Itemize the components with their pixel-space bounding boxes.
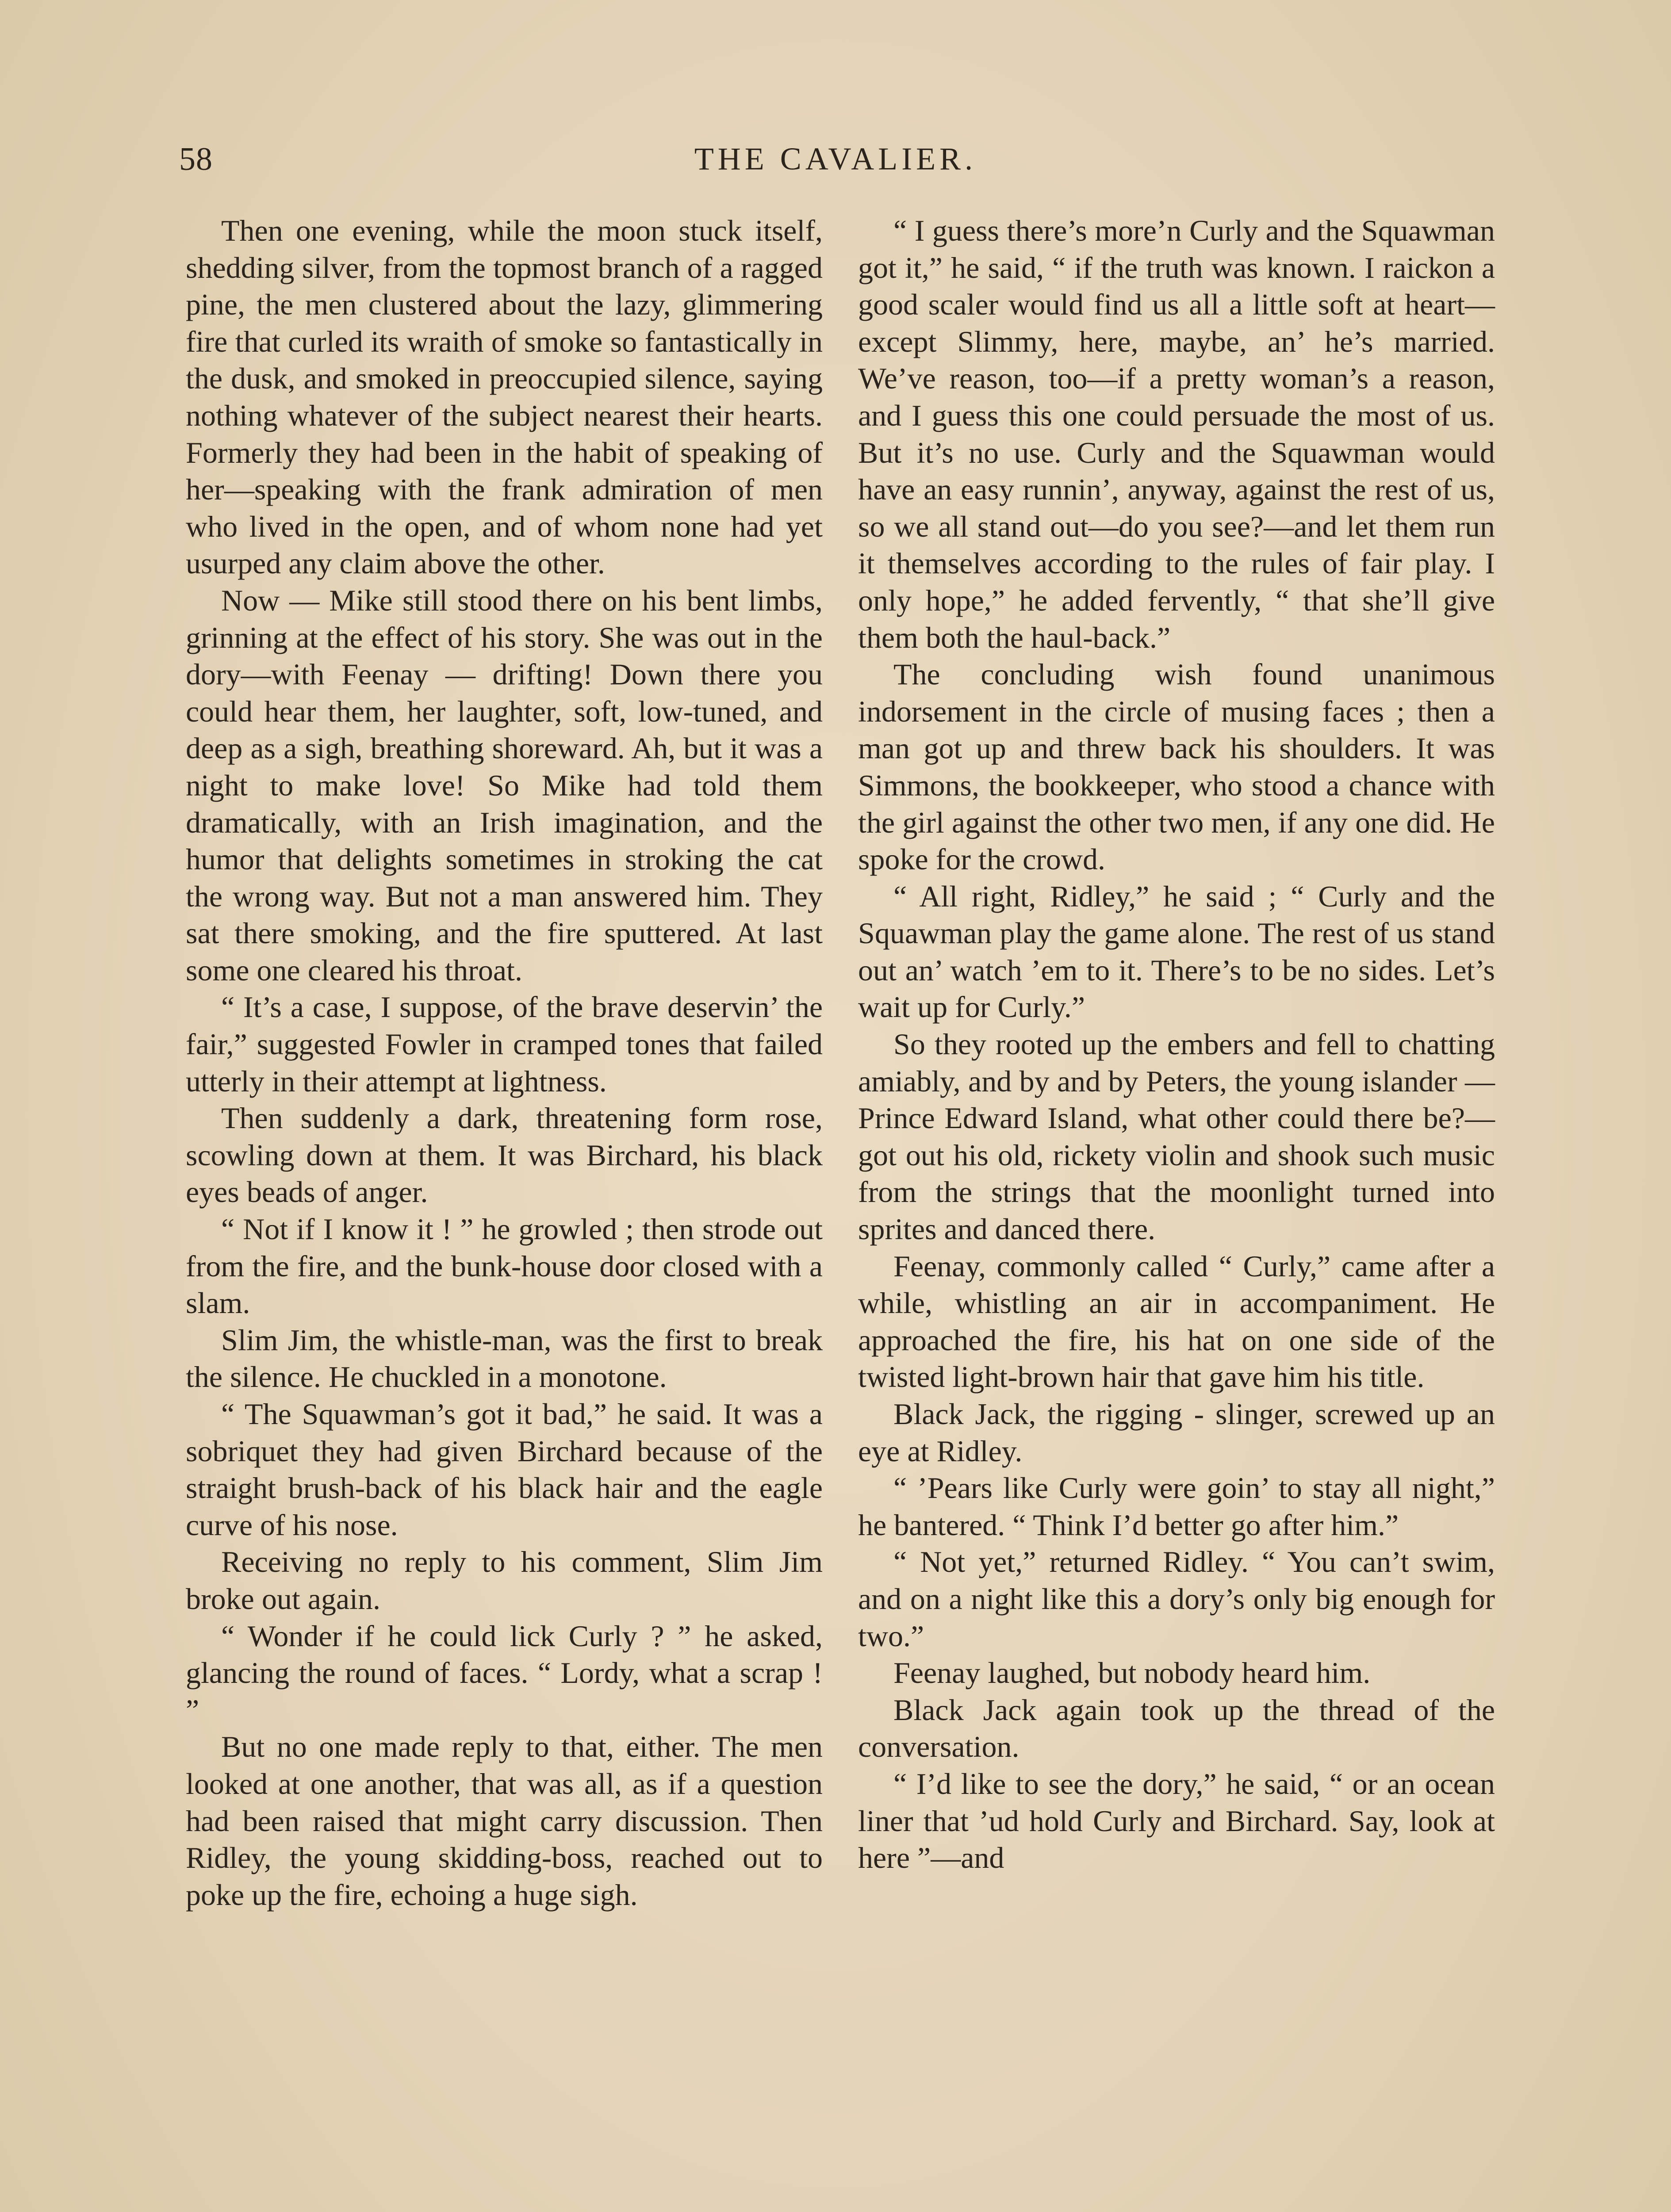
paragraph: “ The Squawman’s got it bad,” he said. It was a sobriquet they had given Birchard because of the straight brush-back of his black hair and the eagle curve of his nose. (186, 1397, 823, 1542)
paragraph: Black Jack, the rigging - slinger, screwed up an eye at Ridley. (858, 1397, 1495, 1468)
paragraph: “ Wonder if he could lick Curly ? ” he asked, glancing the round of faces. “ Lordy, what a scrap ! ” (186, 1619, 823, 1727)
paragraph: Then one evening, while the moon stuck itself, shedding silver, from the topmost branch of a ragged pine, the men clustered about the lazy, glimmering fire that curled its wraith of smoke so fantastically in the dusk, and smoked in preoccupied silence, saying nothing whatever of the subject nearest their hearts. Formerly they had been in the habit of speaking of her—speaking with the frank admiration of men who lived in the open, and of whom none had yet usurped any claim above the other. (186, 214, 823, 580)
paragraph: “ Not yet,” returned Ridley. “ You can’t swim, and on a night like this a dory’s only big enough for two.” (858, 1545, 1495, 1653)
paragraph: Then suddenly a dark, threatening form rose, scowling down at them. It was Birchard, his black eyes beads of anger. (186, 1101, 823, 1209)
paragraph: Receiving no reply to his comment, Slim Jim broke out again. (186, 1545, 823, 1616)
running-title: THE CAVALIER. (694, 141, 977, 177)
paragraph: “ It’s a case, I suppose, of the brave deservin’ the fair,” suggested Fowler in cramped tones that failed utterly in their attempt at lightness. (186, 990, 823, 1098)
paragraph: “ Not if I know it ! ” he growled ; then strode out from the fire, and the bunk-house door closed with a slam. (186, 1212, 823, 1320)
paragraph: The concluding wish found unanimous indorsement in the circle of musing faces ; then a man got up and threw back his shoulders. It was Simmons, the bookkeeper, who stood a chance with the girl against the other two men, if any one did. He spoke for the crowd. (858, 657, 1495, 876)
paragraph: “ I guess there’s more’n Curly and the Squawman got it,” he said, “ if the truth was known. I raickon a good scaler would find us all a little soft at heart—except Slimmy, here, maybe, an’ he’s married. We’ve reason, too—if a pretty woman’s a reason, and I guess this one could persuade the most of us. But it’s no use. Curly and the Squawman would have an easy runnin’, anyway, against the rest of us, so we all stand out—do you see?—and let them run it themselves according to the rules of fair play. I only hope,” he added fervently, “ that she’ll give them both the haul-back.” (858, 214, 1495, 654)
paragraph: Slim Jim, the whistle-man, was the first to break the silence. He chuckled in a monotone. (186, 1323, 823, 1394)
paragraph: Now — Mike still stood there on his bent limbs, grinning at the effect of his story. She was out in the dory—with Feenay — drifting! Down there you could hear them, her laughter, soft, low-tuned, and deep as a sigh, breathing shoreward. Ah, but it was a night to make love! So Mike had told them dramatically, with an Irish imagination, and the humor that delights sometimes in stroking the cat the wrong way. But not a man answered him. They sat there smoking, and the fire sputtered. At last some one cleared his throat. (186, 583, 823, 987)
paragraph: Black Jack again took up the thread of the conversation. (858, 1693, 1495, 1764)
right-column (858, 212, 1495, 1877)
paragraph: “ All right, Ridley,” he said ; “ Curly and the Squawman play the game alone. The rest of us stand out an’ watch ’em to it. There’s to be no sides. Let’s wait up for Curly.” (858, 879, 1495, 1024)
paragraph: Feenay laughed, but nobody heard him. (893, 1656, 1371, 1690)
paragraph: “ I’d like to see the dory,” he said, “ or an ocean liner that ’ud hold Curly and Birchard. Say, look at here ”—and (858, 1767, 1495, 1875)
paragraph: Feenay, commonly called “ Curly,” came after a while, whistling an air in accompaniment. He approached the fire, his hat on one side of the twisted light-brown hair that gave him his title. (858, 1249, 1495, 1394)
page-number: 58 (179, 141, 213, 177)
paragraph: “ ’Pears like Curly were goin’ to stay all night,” he bantered. “ Think I’d better go after him.” (858, 1471, 1495, 1542)
paragraph: So they rooted up the embers and fell to chatting amiably, and by and by Peters, the young islander — Prince Edward Island, what other could there be?—got out his old, rickety violin and shook such music from the strings that the moonlight turned into sprites and danced there. (858, 1027, 1495, 1246)
left-column (186, 212, 823, 1913)
paragraph: But no one made reply to that, either. The men looked at one another, that was all, as if a question had been raised that might carry discussion. Then Ridley, the young skidding-boss, reached out to poke up the fire, echoing a huge sigh. (186, 1730, 823, 1912)
